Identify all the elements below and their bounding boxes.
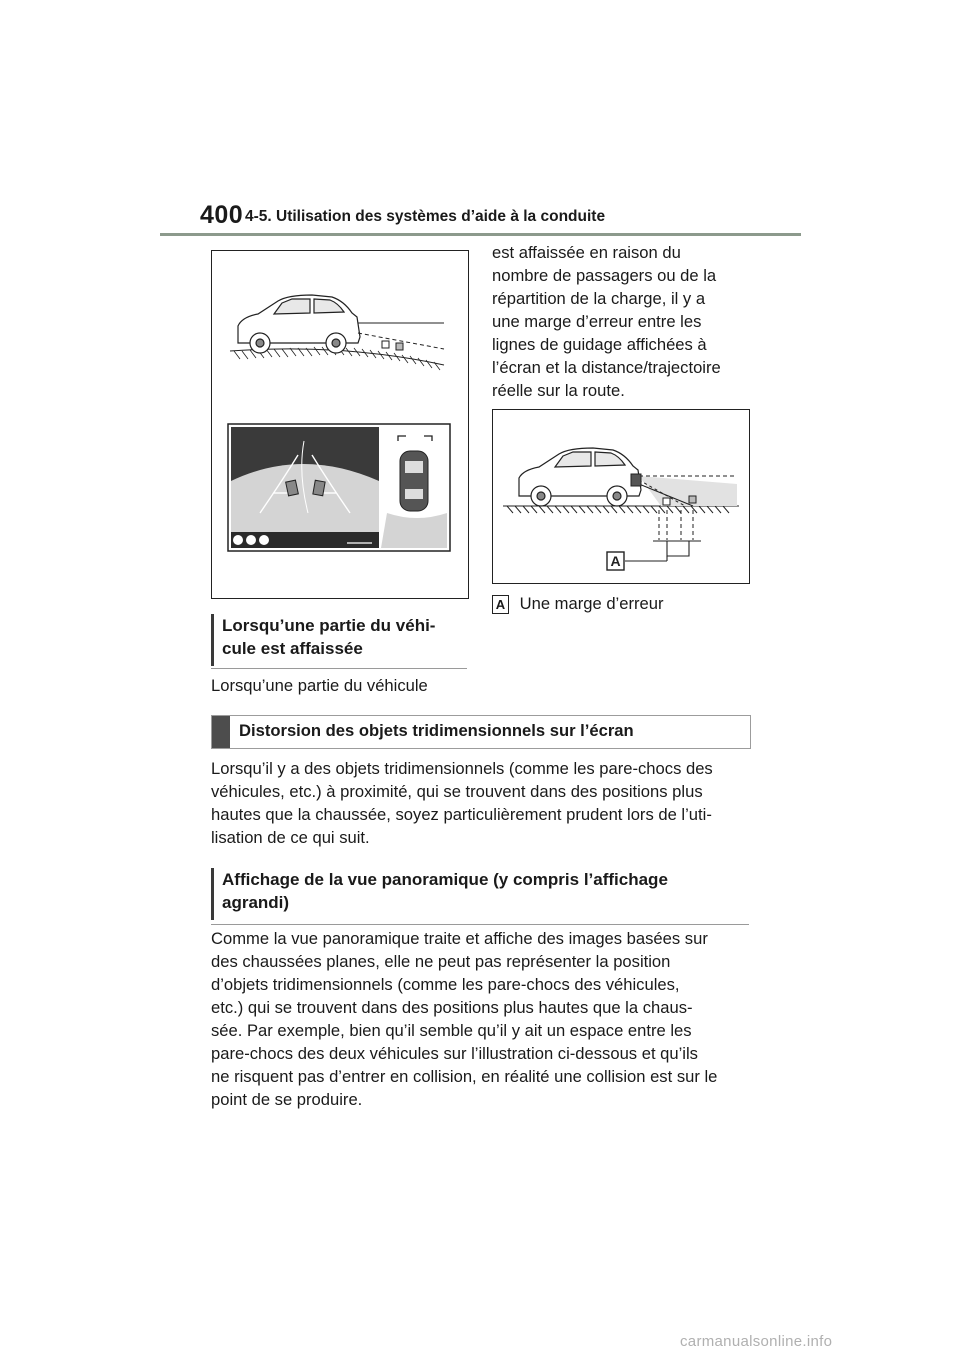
text-line: nombre de passagers ou de la: [492, 266, 717, 285]
paragraph-1: [211, 757, 756, 849]
text-line: des chaussées planes, elle ne peut pas représenter la position: [211, 952, 671, 971]
text-line: d’objets tridimensionnels (comme les pare-chocs des véhicules,: [211, 975, 680, 994]
section-band: [211, 715, 751, 749]
subheading-sagging: [211, 614, 467, 669]
sagging-vehicle-illustration: [212, 251, 468, 598]
suv-side-icon: [519, 448, 641, 506]
text-line: une marge d’erreur entre les: [492, 312, 702, 331]
text-line: pare-chocs des deux véhicules sur l’illustration ci-dessous et qu’ils: [211, 1044, 698, 1063]
suv-side-icon: [238, 295, 360, 353]
watermark: carmanualsonline.info: [680, 1333, 833, 1350]
legend-label-a: A: [492, 595, 509, 614]
subheading-line: agrandi): [222, 893, 290, 912]
object-marker: [396, 343, 403, 350]
text-line: lignes de guidage affichées à: [492, 335, 707, 354]
indicator-icon: [246, 535, 256, 545]
text-line: point de se produire.: [211, 1090, 363, 1109]
flat-ground: [503, 506, 739, 513]
subheading-line: cule est affaissée: [222, 639, 363, 658]
subheading-panoramic: [211, 868, 749, 925]
band-title: Distorsion des objets tridimensionnels sur l’écran: [239, 721, 634, 740]
text-line: Comme la vue panoramique traite et affiche des images basées sur: [211, 929, 708, 948]
legend-text: Une marge d’erreur: [519, 594, 664, 613]
figure-sagging-vehicle: [211, 250, 469, 599]
figure-label-a: A: [610, 553, 621, 569]
indicator-icon: [233, 535, 243, 545]
text-line: hautes que la chaussée, soyez particulièrement prudent lors de l’uti-: [211, 805, 712, 824]
band-marker: [212, 716, 230, 748]
text-line: etc.) qui se trouvent dans des positions plus hautes que la chaus-: [211, 998, 693, 1017]
page-number: 400: [200, 201, 244, 229]
text-line: répartition de la charge, il y a: [492, 289, 706, 308]
left-body-text: Lorsqu’une partie du véhicule: [211, 676, 428, 695]
subheading-line: Affichage de la vue panoramique (y compris l’affichage: [222, 870, 668, 889]
right-body-text: [492, 241, 752, 402]
object-marker: [689, 496, 696, 503]
text-line: sée. Par exemple, bien qu’il semble qu’il y ait un espace entre les: [211, 1021, 692, 1040]
text-line: Lorsqu’il y a des objets tridimensionnels (comme les pare-chocs des: [211, 759, 713, 778]
margin-error-illustration: [493, 410, 749, 583]
object-marker: [382, 341, 389, 348]
text-line: réelle sur la route.: [492, 381, 625, 400]
text-line: ne risquent pas d’entrer en collision, en réalité une collision est sur le: [211, 1067, 718, 1086]
text-line: l’écran et la distance/trajectoire: [492, 358, 721, 377]
object-marker: [663, 498, 670, 505]
camera-display: [228, 424, 450, 551]
figure-margin-of-error: [492, 409, 750, 584]
text-line: véhicules, etc.) à proximité, qui se trouvent dans des positions plus: [211, 782, 703, 801]
header-rule: [160, 233, 801, 236]
legend-margin-error: [492, 592, 664, 615]
subheading-line: Lorsqu’une partie du véhi-: [222, 616, 436, 635]
paragraph-2: [211, 927, 759, 1111]
text-line: lisation de ce qui suit.: [211, 828, 370, 847]
section-title: 4-5. Utilisation des systèmes d’aide à la conduite: [245, 208, 606, 225]
text-line: est affaissée en raison du: [492, 243, 681, 262]
indicator-icon: [259, 535, 269, 545]
